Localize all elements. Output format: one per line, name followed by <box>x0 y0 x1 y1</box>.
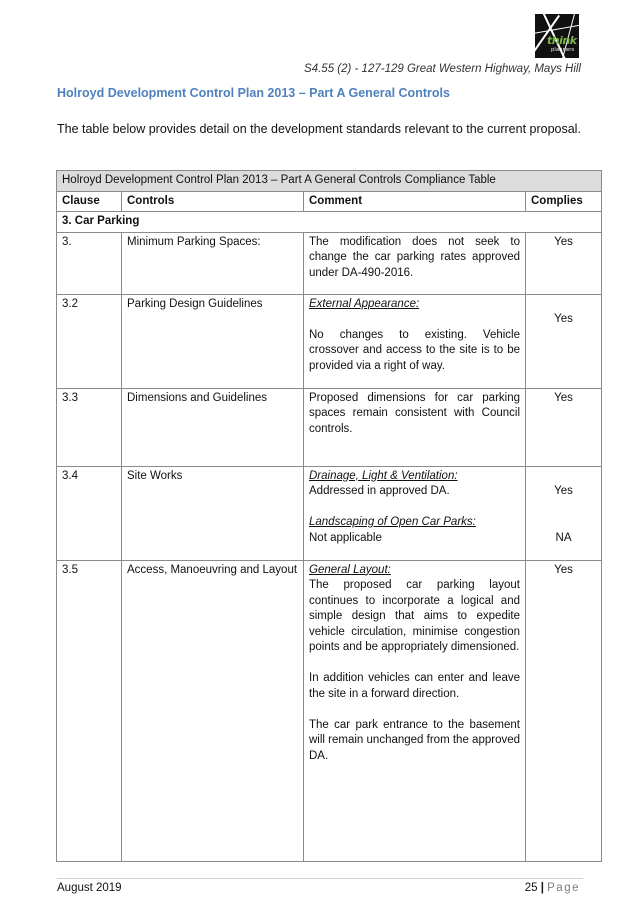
clause-cell: 3.2 <box>57 294 122 388</box>
complies-cell: Yes <box>526 232 602 294</box>
column-header-clause: Clause <box>57 191 122 212</box>
table-header-row <box>57 191 602 212</box>
comment-text: Addressed in approved DA. <box>309 485 450 497</box>
section-row <box>57 212 602 233</box>
footer-page-number <box>525 882 580 894</box>
complies-cell <box>526 294 602 388</box>
header-reference: S4.55 (2) - 127-129 Great Western Highway, Mays Hill <box>304 63 581 75</box>
control-cell: Dimensions and Guidelines <box>122 388 304 466</box>
comment-cell <box>304 466 526 560</box>
complies-cell: Yes <box>526 388 602 466</box>
table-row <box>57 294 602 388</box>
clause-cell: 3.3 <box>57 388 122 466</box>
table-row <box>57 388 602 466</box>
complies-cell: Yes <box>526 560 602 862</box>
page-label: Page <box>547 882 580 894</box>
complies-value: Yes <box>554 485 573 497</box>
control-cell: Minimum Parking Spaces: <box>122 232 304 294</box>
table-row <box>57 466 602 560</box>
comment-cell: Proposed dimensions for car parking spaces remain consistent with Council controls. <box>304 388 526 466</box>
comment-cell <box>304 560 526 862</box>
complies-value: NA <box>555 531 572 544</box>
table-row <box>57 560 602 862</box>
section-label: 3. Car Parking <box>57 212 602 233</box>
clause-cell: 3. <box>57 232 122 294</box>
comment-text: The car park entrance to the basement will remain unchanged from the approved DA. <box>309 718 520 762</box>
page-number: 25 <box>524 882 538 894</box>
column-header-controls: Controls <box>122 191 304 212</box>
table-title-row <box>57 171 602 192</box>
comment-text: In addition vehicles can enter and leave the site in a forward direction. <box>309 672 520 700</box>
comment-cell <box>304 294 526 388</box>
comment-subheading: General Layout: <box>309 563 391 576</box>
clause-cell: 3.4 <box>57 466 122 560</box>
control-cell: Site Works <box>122 466 304 560</box>
logo-subword: planners <box>551 47 575 53</box>
complies-value: Yes <box>554 313 573 325</box>
intro-paragraph: The table below provides detail on the development standards relevant to the current proposal. <box>57 122 581 136</box>
comment-cell: The modification does not seek to change the car parking rates approved under DA-490-2016. <box>304 232 526 294</box>
control-cell: Parking Design Guidelines <box>122 294 304 388</box>
clause-cell: 3.5 <box>57 560 122 862</box>
compliance-table <box>56 170 602 862</box>
complies-cell <box>526 466 602 560</box>
comment-subheading: External Appearance: <box>309 297 420 310</box>
company-logo <box>535 14 579 58</box>
logo-word: think <box>547 34 577 47</box>
table-row <box>57 232 602 294</box>
comment-text: Not applicable <box>309 531 382 544</box>
footer-divider <box>57 878 583 879</box>
control-cell: Access, Manoeuvring and Layout <box>122 560 304 862</box>
column-header-complies: Complies <box>526 191 602 212</box>
comment-text: No changes to existing. Vehicle crossover and access to the site is to be provided via a right of way. <box>309 328 520 372</box>
page-separator: | <box>540 882 544 894</box>
section-heading: Holroyd Development Control Plan 2013 – Part A General Controls <box>57 86 450 100</box>
comment-text: The proposed car parking layout continues to incorporate a logical and simple design that aims to expedite vehicle circulation, minimise congestion points and be appropriately dimensioned. <box>309 579 520 653</box>
footer-date: August 2019 <box>57 882 122 894</box>
column-header-comment: Comment <box>304 191 526 212</box>
table-title: Holroyd Development Control Plan 2013 – Part A General Controls Compliance Table <box>57 171 602 192</box>
comment-subheading: Drainage, Light & Ventilation: <box>309 469 458 482</box>
comment-subheading: Landscaping of Open Car Parks: <box>309 516 476 528</box>
